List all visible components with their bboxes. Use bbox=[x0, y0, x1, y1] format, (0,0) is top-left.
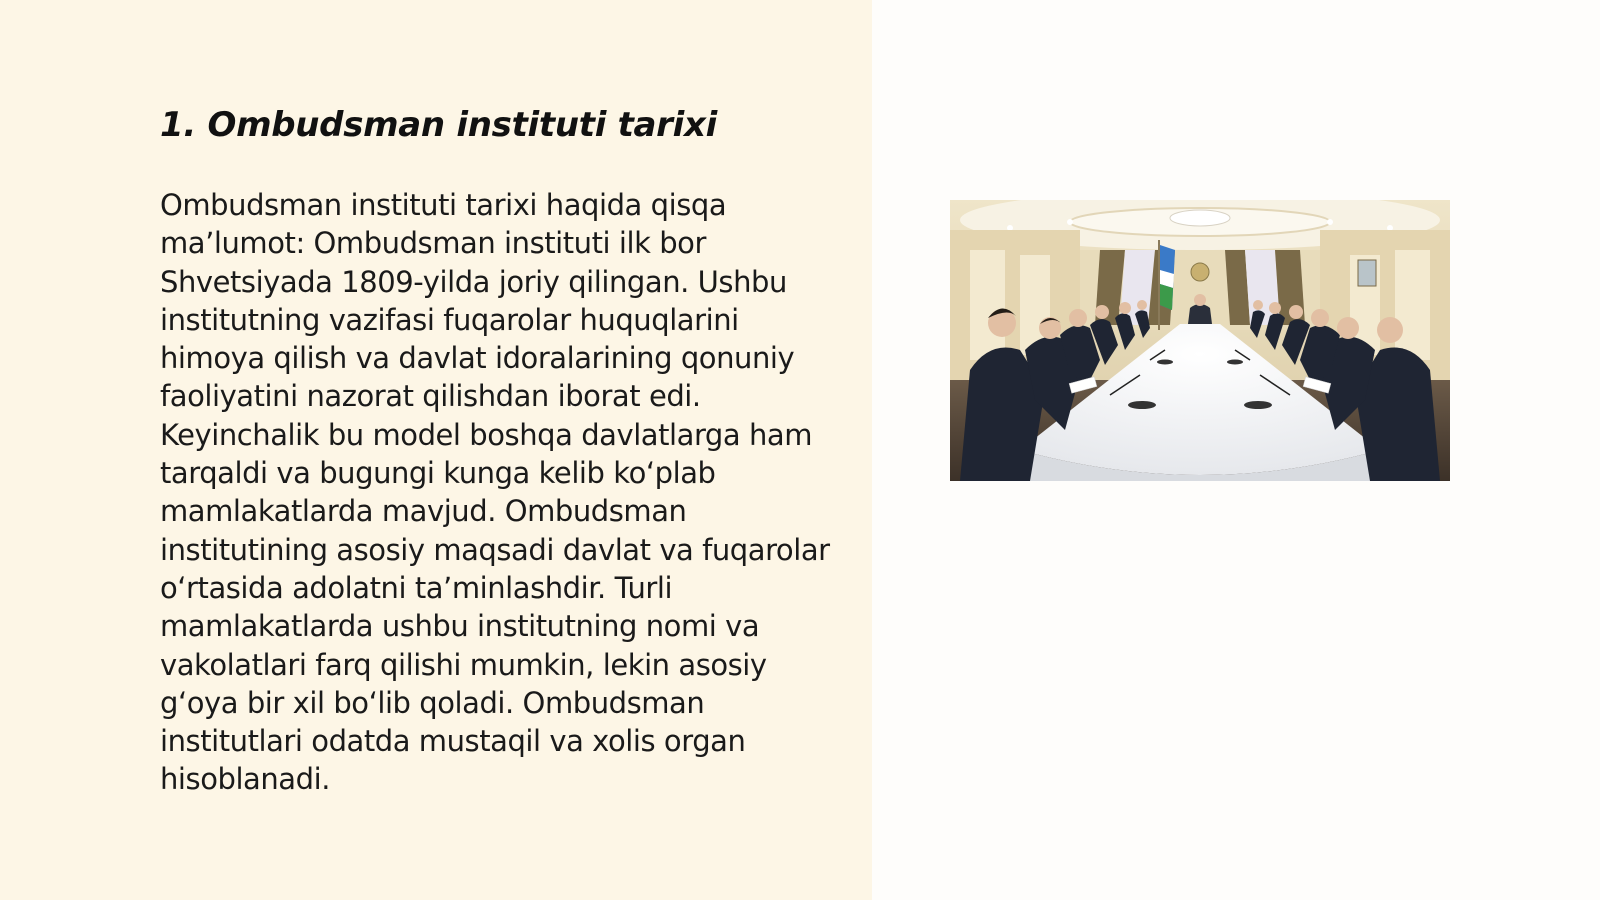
slide-title: 1. Ombudsman instituti tarixi bbox=[160, 105, 717, 145]
slide-body-text: Ombudsman instituti tarixi haqida qisqa ma’lumot: Ombudsman instituti ilk bor Shvetsiyada 1809-yilda joriy qilingan. Ushbu institutning vazifasi fuqarolar huquqlarini himoya qilish va davlat idoralarining qonuniy faoliyatini nazorat qilishdan iborat edi. Keyinchalik bu model boshqa davlatlarga ham tarqaldi va bugungi kunga kelib ko‘plab mamlakatlarda mavjud. Ombudsman institutining asosiy maqsadi davlat va fuqarolar o‘rtasida adolatni ta’minlashdir. Turli mamlakatlarda ushbu institutning nomi va vakolatlari farq qilishi mumkin, lekin asosiy g‘oya bir xil bo‘lib qoladi. Ombudsman institutlari odatda mustaqil va xolis organ hisoblanadi. bbox=[160, 188, 830, 797]
meeting-photo bbox=[950, 200, 1450, 481]
meeting-photo-illustration bbox=[950, 200, 1450, 481]
